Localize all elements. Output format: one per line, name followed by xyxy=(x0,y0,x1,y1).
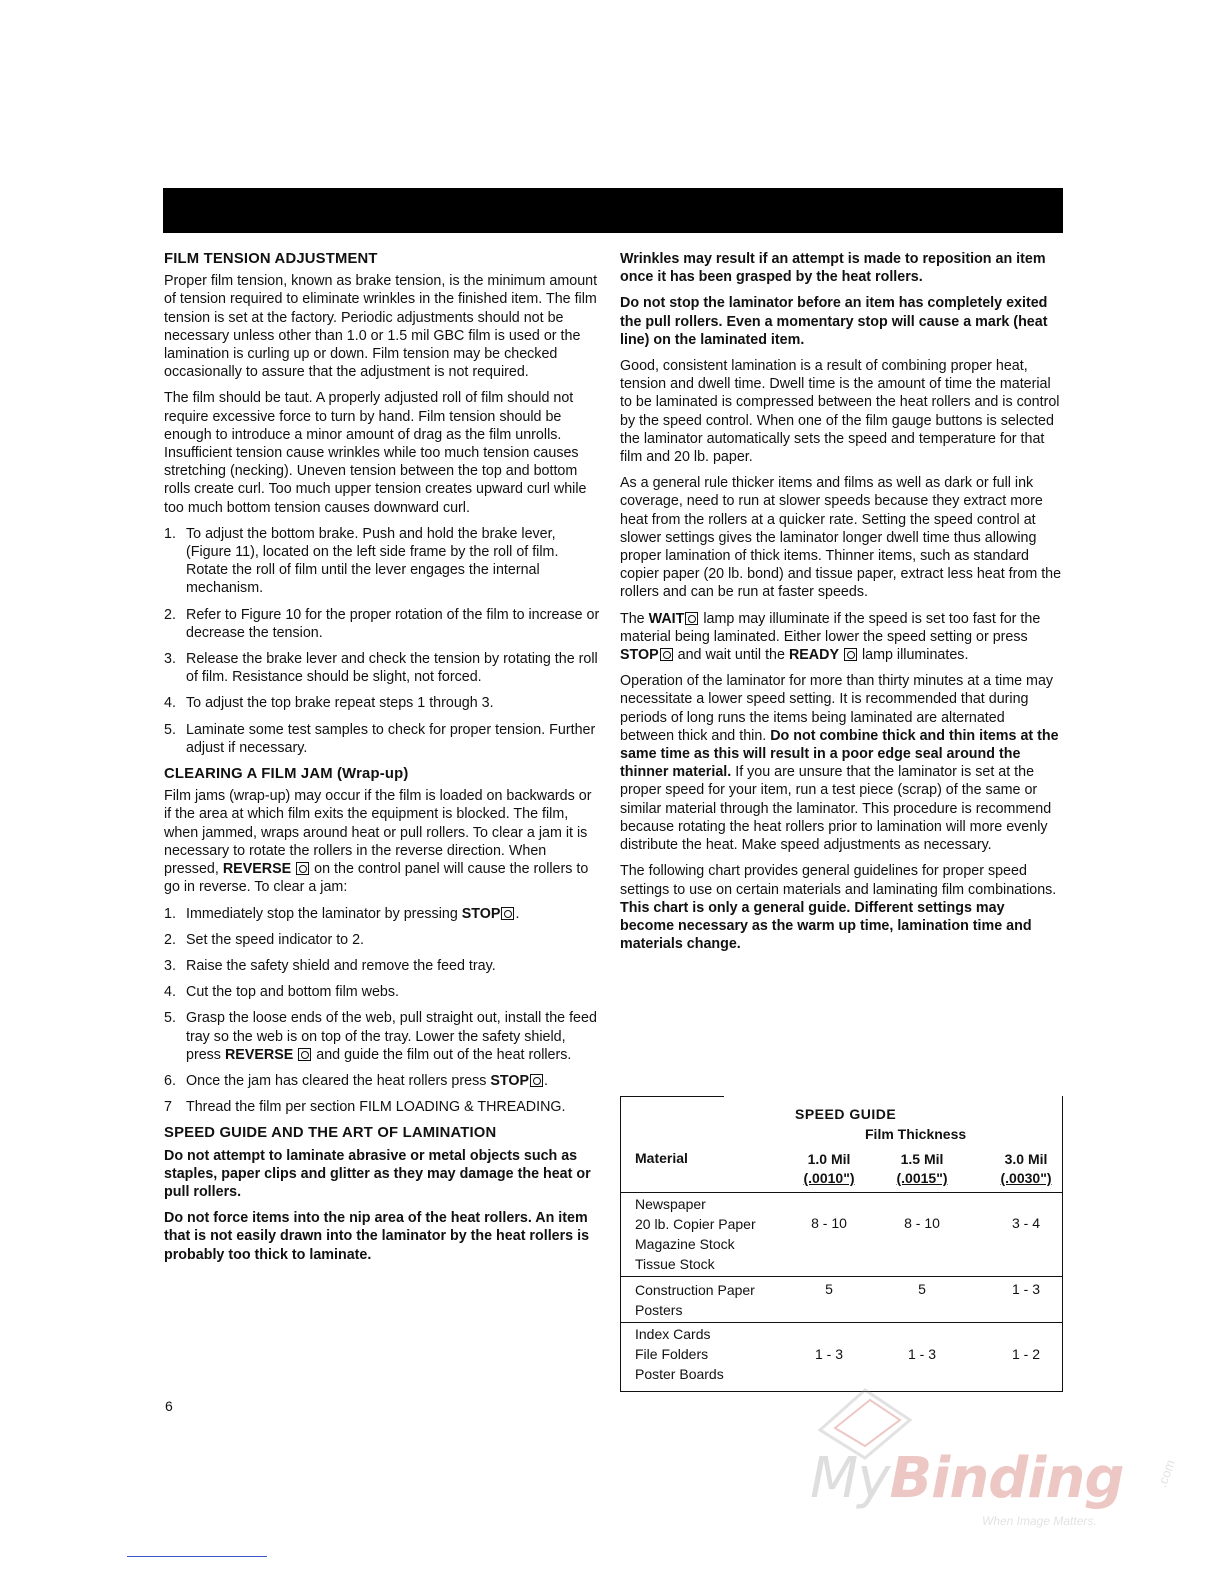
table-divider xyxy=(621,1192,1062,1193)
warning-paragraph: Do not force items into the nip area of the heat rollers. An item that is not easily drawn into the laminator by the heat rollers is probably too thick to laminate. xyxy=(164,1210,590,1263)
paragraph: The following chart provides general guidelines for proper speed settings to use on certain materials and laminating film combinations. This chart is only a general guide. Different settings may become necessary as the warm up time, lamination time and materials change. xyxy=(620,863,1057,953)
table-cell: 1 - 2 xyxy=(1011,1346,1040,1362)
list-item: 3. Release the brake lever and check the tension by rotating the roll of film. Resistance should be slight, not forced. xyxy=(164,651,598,686)
table-cell: 1 - 3 xyxy=(907,1346,936,1362)
list-item: 5. Grasp the loose ends of the web, pull straight out, install the feed tray so the web is on top of the tray. Lower the safety shield, press REVERSE and guide the film out of the heat rollers. xyxy=(164,1010,597,1063)
list-item: 4. To adjust the top brake repeat steps 1 through 3. xyxy=(164,695,494,712)
list-item: 1. Immediately stop the laminator by pressing STOP . xyxy=(164,905,520,922)
stop-button-icon xyxy=(501,907,514,920)
paragraph: As a general rule thicker items and films as well as dark or full ink coverage, need to run at slower speeds because they extract more heat from the rollers at a quicker rate. Setting the speed control at slower settings gives the laminator longer dwell time thus allowing proper lamination of thick items. Thinner items, such as standard copier paper (20 lb. bond) and tissue paper, extract less heat from the rollers and can be run at faster speeds. xyxy=(620,475,1062,601)
paragraph: The film should be taut. A properly adjusted roll of film should not require excessive force to turn by hand. Film tension should be enough to introduce a minor amount of drag as the film unrolls. Insufficient tension cause wrinkles while too much tension causes stretching (necking). Uneven tension between the top and bottom rolls create curl. Too much upper tension creates upward curl while too much bottom tension causes downward curl. xyxy=(164,390,587,516)
warning-paragraph: Wrinkles may result if an attempt is made to reposition an item once it has been grasped by the heat rollers. xyxy=(620,251,1046,286)
stop-button-icon xyxy=(530,1074,543,1087)
watermark-logo: MyBinding .com When Image Matters. xyxy=(800,1380,1180,1520)
heading-clearing-jam: CLEARING A FILM JAM (Wrap-up) xyxy=(164,766,409,783)
warning-paragraph: Do not attempt to laminate abrasive or metal objects such as staples, paper clips and glitter as they may damage the heat or pull rollers. xyxy=(164,1147,591,1200)
table-row-materials: Construction Paper Posters xyxy=(635,1282,755,1318)
column-header: 3.0 Mil (.0030") xyxy=(1000,1151,1052,1186)
right-column xyxy=(620,250,1062,961)
material-header: Material xyxy=(635,1150,688,1166)
paragraph: Good, consistent lamination is a result of combining proper heat, tension and dwell time. Dwell time is the amount of time the material to be laminated is compressed between the heat rollers and is control by the speed control. When one of the film gauge buttons is selected the laminator automatically sets the speed and temperature for that film and 20 lb. paper. xyxy=(620,358,1060,466)
section-header-bar xyxy=(163,188,1063,233)
table-row-materials: Index Cards File Folders Poster Boards xyxy=(635,1326,724,1382)
table-cell: 1 - 3 xyxy=(814,1346,843,1362)
table-cell: 8 - 10 xyxy=(811,1215,847,1231)
paragraph: Operation of the laminator for more than thirty minutes at a time may necessitate a lower speed setting. It is recommended that during periods of long runs the items being laminated are alternated between thick and thin. Do not combine thick and thin items at the same time as this will result in a poor edge seal around the thinner material. If you are unsure that the laminator is set at the proper speed for your item, run a test piece (scrap) of the same or similar material through the laminator. This procedure is recommend because rotating the heat rollers prior to lamination will more evenly distribute the heat. Make speed adjustments as necessary. xyxy=(620,673,1059,854)
left-column xyxy=(164,250,601,1272)
page-number: 6 xyxy=(165,1398,173,1414)
heading-film-tension: FILM TENSION ADJUSTMENT xyxy=(164,251,378,267)
reverse-label: REVERSE xyxy=(222,861,292,878)
speed-guide-table xyxy=(620,1096,1063,1392)
warning-paragraph: Do not stop the laminator before an item has completely exited the pull rollers. Even a momentary stop will cause a mark (heat line) on the laminated item. xyxy=(620,295,1048,348)
table-divider xyxy=(621,1322,1062,1323)
list-item: 1. To adjust the bottom brake. Push and hold the brake lever, (Figure 11), located on the left side frame by the roll of film. Rotate the roll of film until the lever engages the internal mechanism. xyxy=(164,525,559,597)
reverse-button-icon xyxy=(298,1048,311,1061)
table-divider xyxy=(621,1276,1062,1277)
column-header: 1.0 Mil (.0010") xyxy=(803,1151,855,1186)
list-item: 2. Set the speed indicator to 2. xyxy=(164,931,365,948)
reverse-button-icon xyxy=(296,862,309,875)
paragraph: Proper film tension, known as brake tension, is the minimum amount of tension required to eliminate wrinkles in the finished item. The film tension is set at the factory. Periodic adjustments should not be necessary unless other than 1.0 or 1.5 mil GBC film is used or the lamination is curling up or down. Film tension may be checked occasionally to assure that the adjustment is not required. xyxy=(164,273,598,381)
stop-button-icon xyxy=(660,648,673,661)
jam-steps-list xyxy=(164,905,601,1117)
heading-speed-guide: SPEED GUIDE AND THE ART OF LAMINATION xyxy=(164,1125,497,1142)
list-item: 4. Cut the top and bottom film webs. xyxy=(164,984,399,1001)
list-item: 6. Once the jam has cleared the heat rollers press STOP . xyxy=(164,1072,549,1089)
ready-lamp-icon xyxy=(844,648,857,661)
table-cell: 1 - 3 xyxy=(1011,1281,1040,1297)
table-title: SPEED GUIDE xyxy=(795,1106,897,1122)
paragraph: Film jams (wrap-up) may occur if the film is loaded on backwards or if the area at which film exits the equipment is blocked. The film, when jammed, wraps around heat or pull rollers. To clear a jam it is necessary to rotate the rollers in the reverse direction. When pressed, REVERSE on the control panel will cause the rollers to go in reverse. To clear a jam: xyxy=(164,788,592,896)
list-item: 7 Thread the film per section FILM LOADING & THREADING. xyxy=(164,1099,566,1116)
list-item: 3. Raise the safety shield and remove the feed tray. xyxy=(164,957,496,974)
table-subtitle: Film Thickness xyxy=(865,1126,967,1142)
table-cell: 3 - 4 xyxy=(1011,1215,1040,1231)
wait-lamp-icon xyxy=(685,612,698,625)
list-item: 2. Refer to Figure 10 for the proper rotation of the film to increase or decrease the tension. xyxy=(164,606,600,641)
table-cell: 5 xyxy=(918,1281,926,1297)
tension-steps-list xyxy=(164,525,601,757)
bottom-link-underline xyxy=(127,1556,267,1557)
paragraph: The WAIT lamp may illuminate if the speed is set too fast for the material being laminated. Either lower the speed setting or press STOP and wait until the READY lamp illuminates. xyxy=(620,610,1041,664)
column-header: 1.5 Mil (.0015") xyxy=(896,1151,948,1186)
table-row-materials: Newspaper 20 lb. Copier Paper Magazine Stock Tissue Stock xyxy=(635,1196,756,1272)
table-cell: 8 - 10 xyxy=(904,1215,940,1231)
list-item: 5. Laminate some test samples to check for proper tension. Further adjust if necessary. xyxy=(164,721,596,756)
table-cell: 5 xyxy=(825,1281,833,1297)
